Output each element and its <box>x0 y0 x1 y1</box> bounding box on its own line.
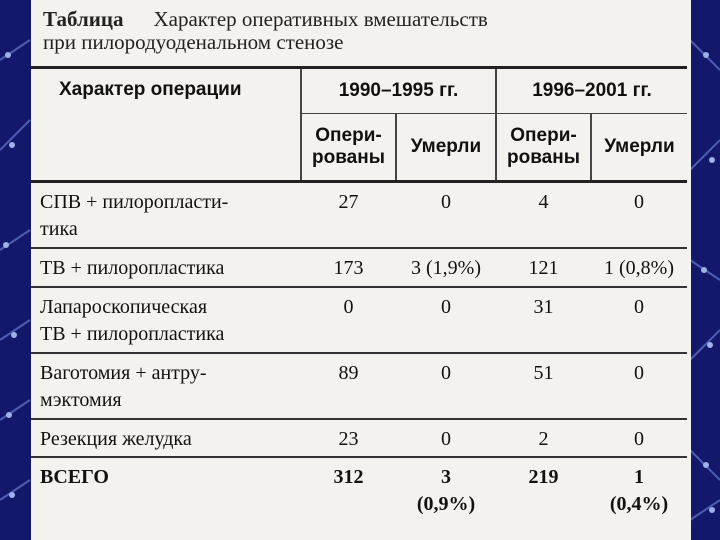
row-operated-2: 121 <box>496 248 591 287</box>
row-died-1: 3 (1,9%) <box>396 248 496 287</box>
header-operation: Характер операции <box>31 68 301 182</box>
row-operation-name: Ваготомия + антру- мэктомия <box>31 353 301 419</box>
table-row <box>31 353 687 419</box>
table-row <box>31 287 687 353</box>
row-operated-2: 51 <box>496 353 591 419</box>
table-row <box>31 419 687 457</box>
header-died-1: Умерли <box>396 114 496 182</box>
header-operated-2: Опери- рованы <box>496 114 591 182</box>
table-row <box>31 248 687 287</box>
row-operated-2: 4 <box>496 182 591 249</box>
row-operated-1: 89 <box>301 353 396 419</box>
row-operated-2: 2 <box>496 419 591 457</box>
row-died-2: 0 <box>591 287 687 353</box>
total-operated-2: 219 <box>528 466 559 488</box>
header-period-1: 1990–1995 гг. <box>301 68 496 114</box>
row-died-1: 0 <box>396 353 496 419</box>
table-caption <box>43 8 488 54</box>
row-died-1: 0 <box>396 419 496 457</box>
total-died-1: 3 (0,9%) <box>416 466 476 515</box>
table-row <box>31 182 687 249</box>
total-row <box>31 457 687 524</box>
row-operation-name: Резекция желудка <box>31 419 301 457</box>
row-operation-name: ТВ + пилоропластика <box>31 248 301 287</box>
caption-title-line2: при пилородуоденальном стенозе <box>43 30 344 54</box>
total-died-2: 1 (0,4%) <box>609 466 669 515</box>
row-operated-1: 173 <box>301 248 396 287</box>
row-died-2: 0 <box>591 353 687 419</box>
row-died-2: 1 (0,8%) <box>591 248 687 287</box>
caption-title-line1: Характер оперативных вмешательств <box>153 7 488 31</box>
row-operated-1: 0 <box>301 287 396 353</box>
operations-table <box>31 66 687 524</box>
row-operated-1: 23 <box>301 419 396 457</box>
header-died-2: Умерли <box>591 114 687 182</box>
header-period-2: 1996–2001 гг. <box>496 68 687 114</box>
row-operated-1: 27 <box>301 182 396 249</box>
row-operation-name: СПВ + пилоропласти- тика <box>31 182 301 249</box>
header-row-periods <box>31 68 687 114</box>
scanned-table-page <box>31 0 691 540</box>
total-operated-1: 312 <box>333 466 364 488</box>
row-died-1: 0 <box>396 287 496 353</box>
total-label: ВСЕГО <box>40 466 109 488</box>
row-died-2: 0 <box>591 182 687 249</box>
header-operated-1: Опери- рованы <box>301 114 396 182</box>
caption-tag: Таблица <box>43 7 124 31</box>
row-died-1: 0 <box>396 182 496 249</box>
row-operated-2: 31 <box>496 287 591 353</box>
row-died-2: 0 <box>591 419 687 457</box>
row-operation-name: Лапароскопическая ТВ + пилоропластика <box>31 287 301 353</box>
